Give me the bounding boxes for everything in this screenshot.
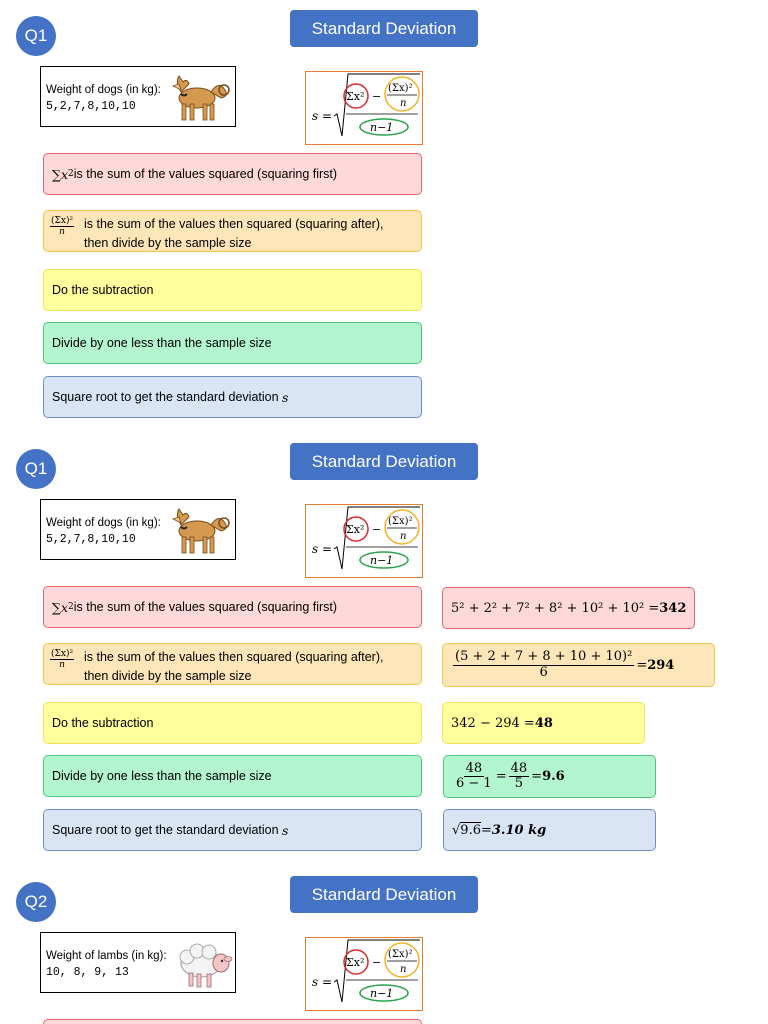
formula-term2-num: (Σx)² — [388, 949, 413, 960]
formula-term2-den: n — [400, 531, 407, 542]
question-badge: Q2 — [16, 882, 56, 922]
data-label: Weight of dogs (in kg): — [46, 84, 161, 96]
dog-icon — [165, 503, 235, 558]
formula-lhs: s = — [312, 542, 333, 556]
data-values: 10, 8, 9, 13 — [46, 966, 129, 979]
question-badge: Q1 — [16, 449, 56, 489]
sd-formula — [305, 71, 423, 145]
sd-formula — [305, 504, 423, 578]
dog-icon — [165, 70, 235, 125]
data-label: Weight of dogs (in kg): — [46, 517, 161, 529]
formula-denominator: n−1 — [370, 554, 394, 567]
step-sum-of-squares: ∑ x 2 is the sum of the values squared (squaring first) — [43, 586, 422, 628]
step-sum-of-squares-partial — [43, 1019, 422, 1024]
formula-minus: − — [372, 90, 382, 103]
title-banner: Standard Deviation — [290, 876, 478, 913]
data-box — [40, 932, 236, 993]
formula-denominator: n−1 — [370, 121, 394, 134]
lamb-icon — [175, 939, 235, 991]
data-box — [40, 499, 236, 560]
formula-minus: − — [372, 523, 382, 536]
data-values: 5,2,7,8,10,10 — [46, 533, 136, 546]
formula-term2-den: n — [400, 98, 407, 109]
square-of-sum-fraction: $\frac{\text{(Σx)²}}{n}$ — [51, 649, 74, 670]
step-sum-of-squares: ∑ x 2 is the sum of the values squared (squaring first) — [43, 153, 422, 195]
step-subtraction: Do the subtraction — [43, 702, 422, 744]
answer-divide: $\frac{48}{6 - 1}$ = $\frac{48}{5}$ = 9.6 — [443, 755, 656, 798]
section-q1-blank — [0, 0, 768, 433]
title-banner: Standard Deviation — [290, 443, 478, 480]
step-divide: Divide by one less than the sample size — [43, 322, 422, 364]
title-banner: Standard Deviation — [290, 10, 478, 47]
step-square-of-sum: $\frac{\text{(Σx)²}}{n}$ is the sum of the values then squared (squaring after), then divide by the sample size — [43, 643, 422, 685]
answer-sum-of-squares: 5² + 2² + 7² + 8² + 10² + 10² = 342 — [442, 587, 695, 629]
square-of-sum-fraction: $\frac{\text{(Σx)²}}{n}$ — [51, 216, 74, 237]
formula-term2-num: (Σx)² — [388, 83, 413, 94]
formula-term1: Σx² — [346, 523, 365, 536]
formula-lhs: s = — [312, 975, 333, 989]
step-square-root: Square root to get the standard deviation s — [43, 809, 422, 851]
sd-formula — [305, 937, 423, 1011]
step-subtraction: Do the subtraction — [43, 269, 422, 311]
data-box — [40, 66, 236, 127]
section-q1-solved — [0, 433, 768, 866]
step-square-of-sum: $\frac{\text{(Σx)²}}{n}$ is the sum of the values then squared (squaring after), then divide by the sample size — [43, 210, 422, 252]
formula-term2-den: n — [400, 964, 407, 975]
section-q2 — [0, 866, 768, 1024]
formula-minus: − — [372, 956, 382, 969]
formula-term1: Σx² — [346, 90, 365, 103]
data-label: Weight of lambs (in kg): — [46, 950, 167, 962]
question-badge: Q1 — [16, 16, 56, 56]
formula-term2-num: (Σx)² — [388, 516, 413, 527]
answer-subtraction: 342 − 294 = 48 — [442, 702, 645, 744]
formula-term1: Σx² — [346, 956, 365, 969]
formula-denominator: n−1 — [370, 987, 394, 1000]
step-divide: Divide by one less than the sample size — [43, 755, 422, 797]
data-values: 5,2,7,8,10,10 — [46, 100, 136, 113]
answer-square-of-sum: $\frac{\text{(5 + 2 + 7 + 8 + 10 + 10)²}}{6}$ = 294 — [442, 643, 715, 687]
formula-lhs: s = — [312, 109, 333, 123]
answer-square-root: √ 9.6 = 3.10 kg — [443, 809, 656, 851]
step-square-root: Square root to get the standard deviation s — [43, 376, 422, 418]
